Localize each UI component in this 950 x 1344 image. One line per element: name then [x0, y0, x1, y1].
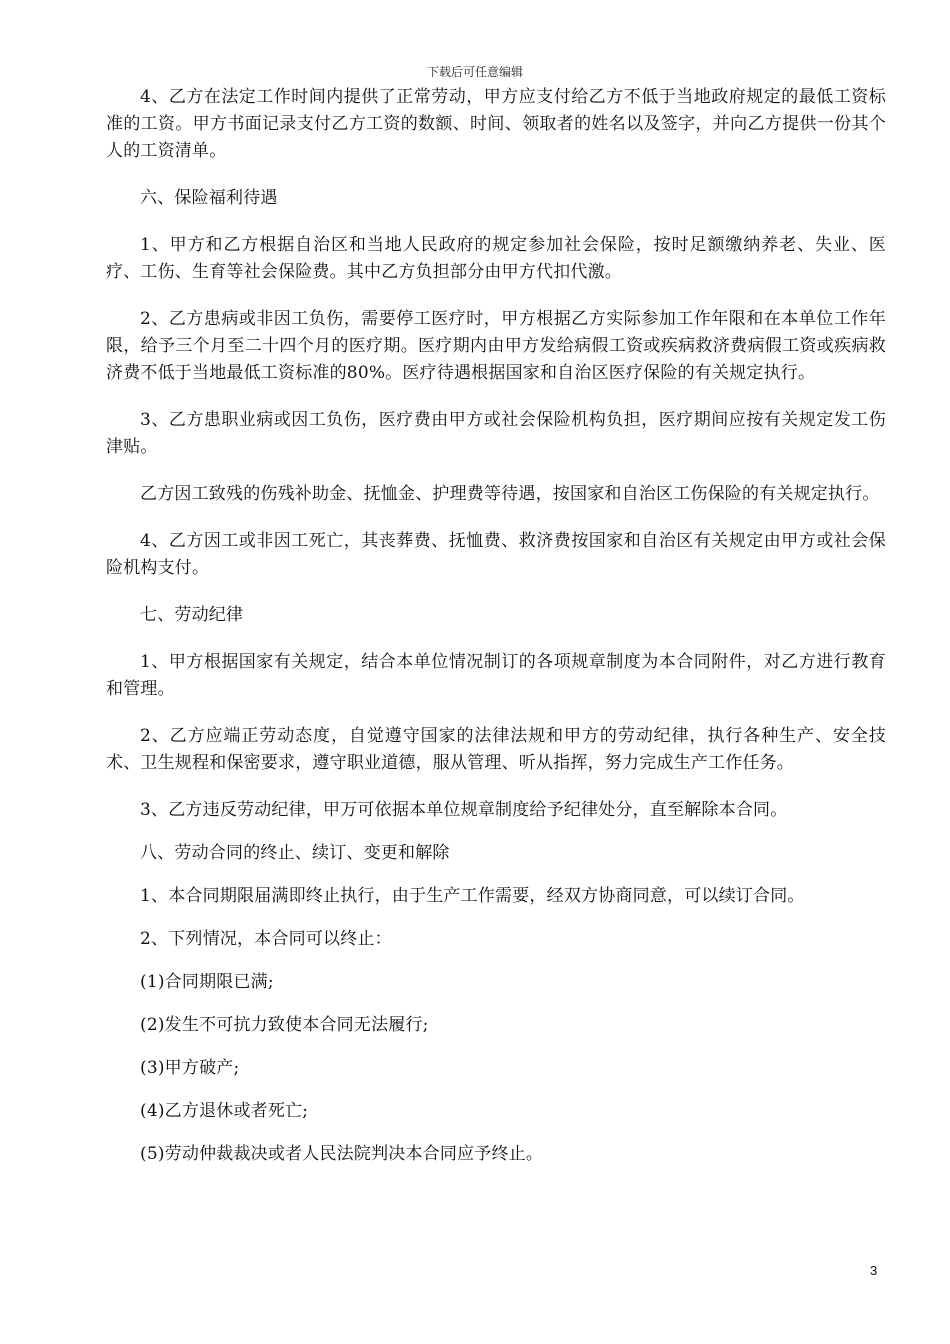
header-note: 下载后可任意编辑	[426, 65, 523, 79]
paragraph-wage-clause-4: 4、乙方在法定工作时间内提供了正常劳动，甲方应支付给乙方不低于当地政府规定的最低工资标准的工资。甲方书面记录支付乙方工资的数额、时间、领取者的姓名以及签字，并向乙方提供一份其个人的工资清单。	[106, 87, 886, 161]
paragraph-discipline-3: 3、乙方违反劳动纪律，甲万可依据本单位规章制度给予纪律处分，直至解除本合同。	[140, 800, 788, 820]
paragraph-insurance-3: 3、乙方患职业病或因工负伤，医疗费由甲方或社会保险机构负担，医疗期间应按有关规定发工伤津贴。	[106, 410, 886, 457]
list-item-termination-3: (3)甲方破产;	[140, 1058, 240, 1078]
paragraph-termination-2: 2、下列情况，本合同可以终止：	[140, 929, 392, 949]
list-item-termination-2: (2)发生不可抗力致使本合同无法履行;	[140, 1015, 429, 1035]
section-heading-insurance: 六、保险福利待遇	[140, 188, 278, 208]
list-item-termination-4: (4)乙方退休或者死亡;	[140, 1101, 309, 1121]
paragraph-insurance-2: 2、乙方患病或非因工负伤，需要停工医疗时，甲方根据乙方实际参加工作年限和在本单位工作年限，给予三个月至二十四个月的医疗期。医疗期内由甲方发给病假工资或疾病救济费病假工资或疾病救济费不低于当地最低工资标准的80%。医疗待遇根据国家和自治区医疗保险的有关规定执行。	[106, 309, 886, 383]
paragraph-termination-1: 1、本合同期限届满即终止执行，由于生产工作需要，经双方协商同意，可以续订合同。	[140, 886, 805, 906]
paragraph-insurance-1: 1、甲方和乙方根据自治区和当地人民政府的规定参加社会保险，按时足额缴纳养老、失业、医疗、工伤、生育等社会保险费。其中乙方负担部分由甲方代扣代激。	[106, 235, 886, 282]
paragraph-discipline-2: 2、乙方应端正劳动态度，自觉遵守国家的法律法规和甲方的劳动纪律，执行各种生产、安全技术、卫生规程和保密要求，遵守职业道德，服从管理、听从指挥，努力完成生产工作任务。	[106, 726, 886, 773]
list-item-termination-5: (5)劳动仲裁裁决或者人民法院判决本合同应予终止。	[140, 1144, 544, 1164]
section-heading-discipline: 七、劳动纪律	[140, 605, 244, 625]
paragraph-insurance-4: 4、乙方因工或非因工死亡，其丧葬费、抚恤费、救济费按国家和自治区有关规定由甲方或社会保险机构支付。	[106, 531, 886, 578]
paragraph-discipline-1: 1、甲方根据国家有关规定，结合本单位情况制订的各项规章制度为本合同附件，对乙方进行教育和管理。	[106, 652, 886, 699]
page-number: 3	[870, 1263, 878, 1278]
paragraph-insurance-disability: 乙方因工致残的伤残补助金、抚恤金、护理费等待遇，按国家和自治区工伤保险的有关规定执行。	[140, 484, 880, 504]
document-body	[106, 84, 886, 1168]
section-heading-termination: 八、劳动合同的终止、续订、变更和解除	[140, 843, 450, 863]
list-item-termination-1: (1)合同期限已满;	[140, 972, 274, 992]
